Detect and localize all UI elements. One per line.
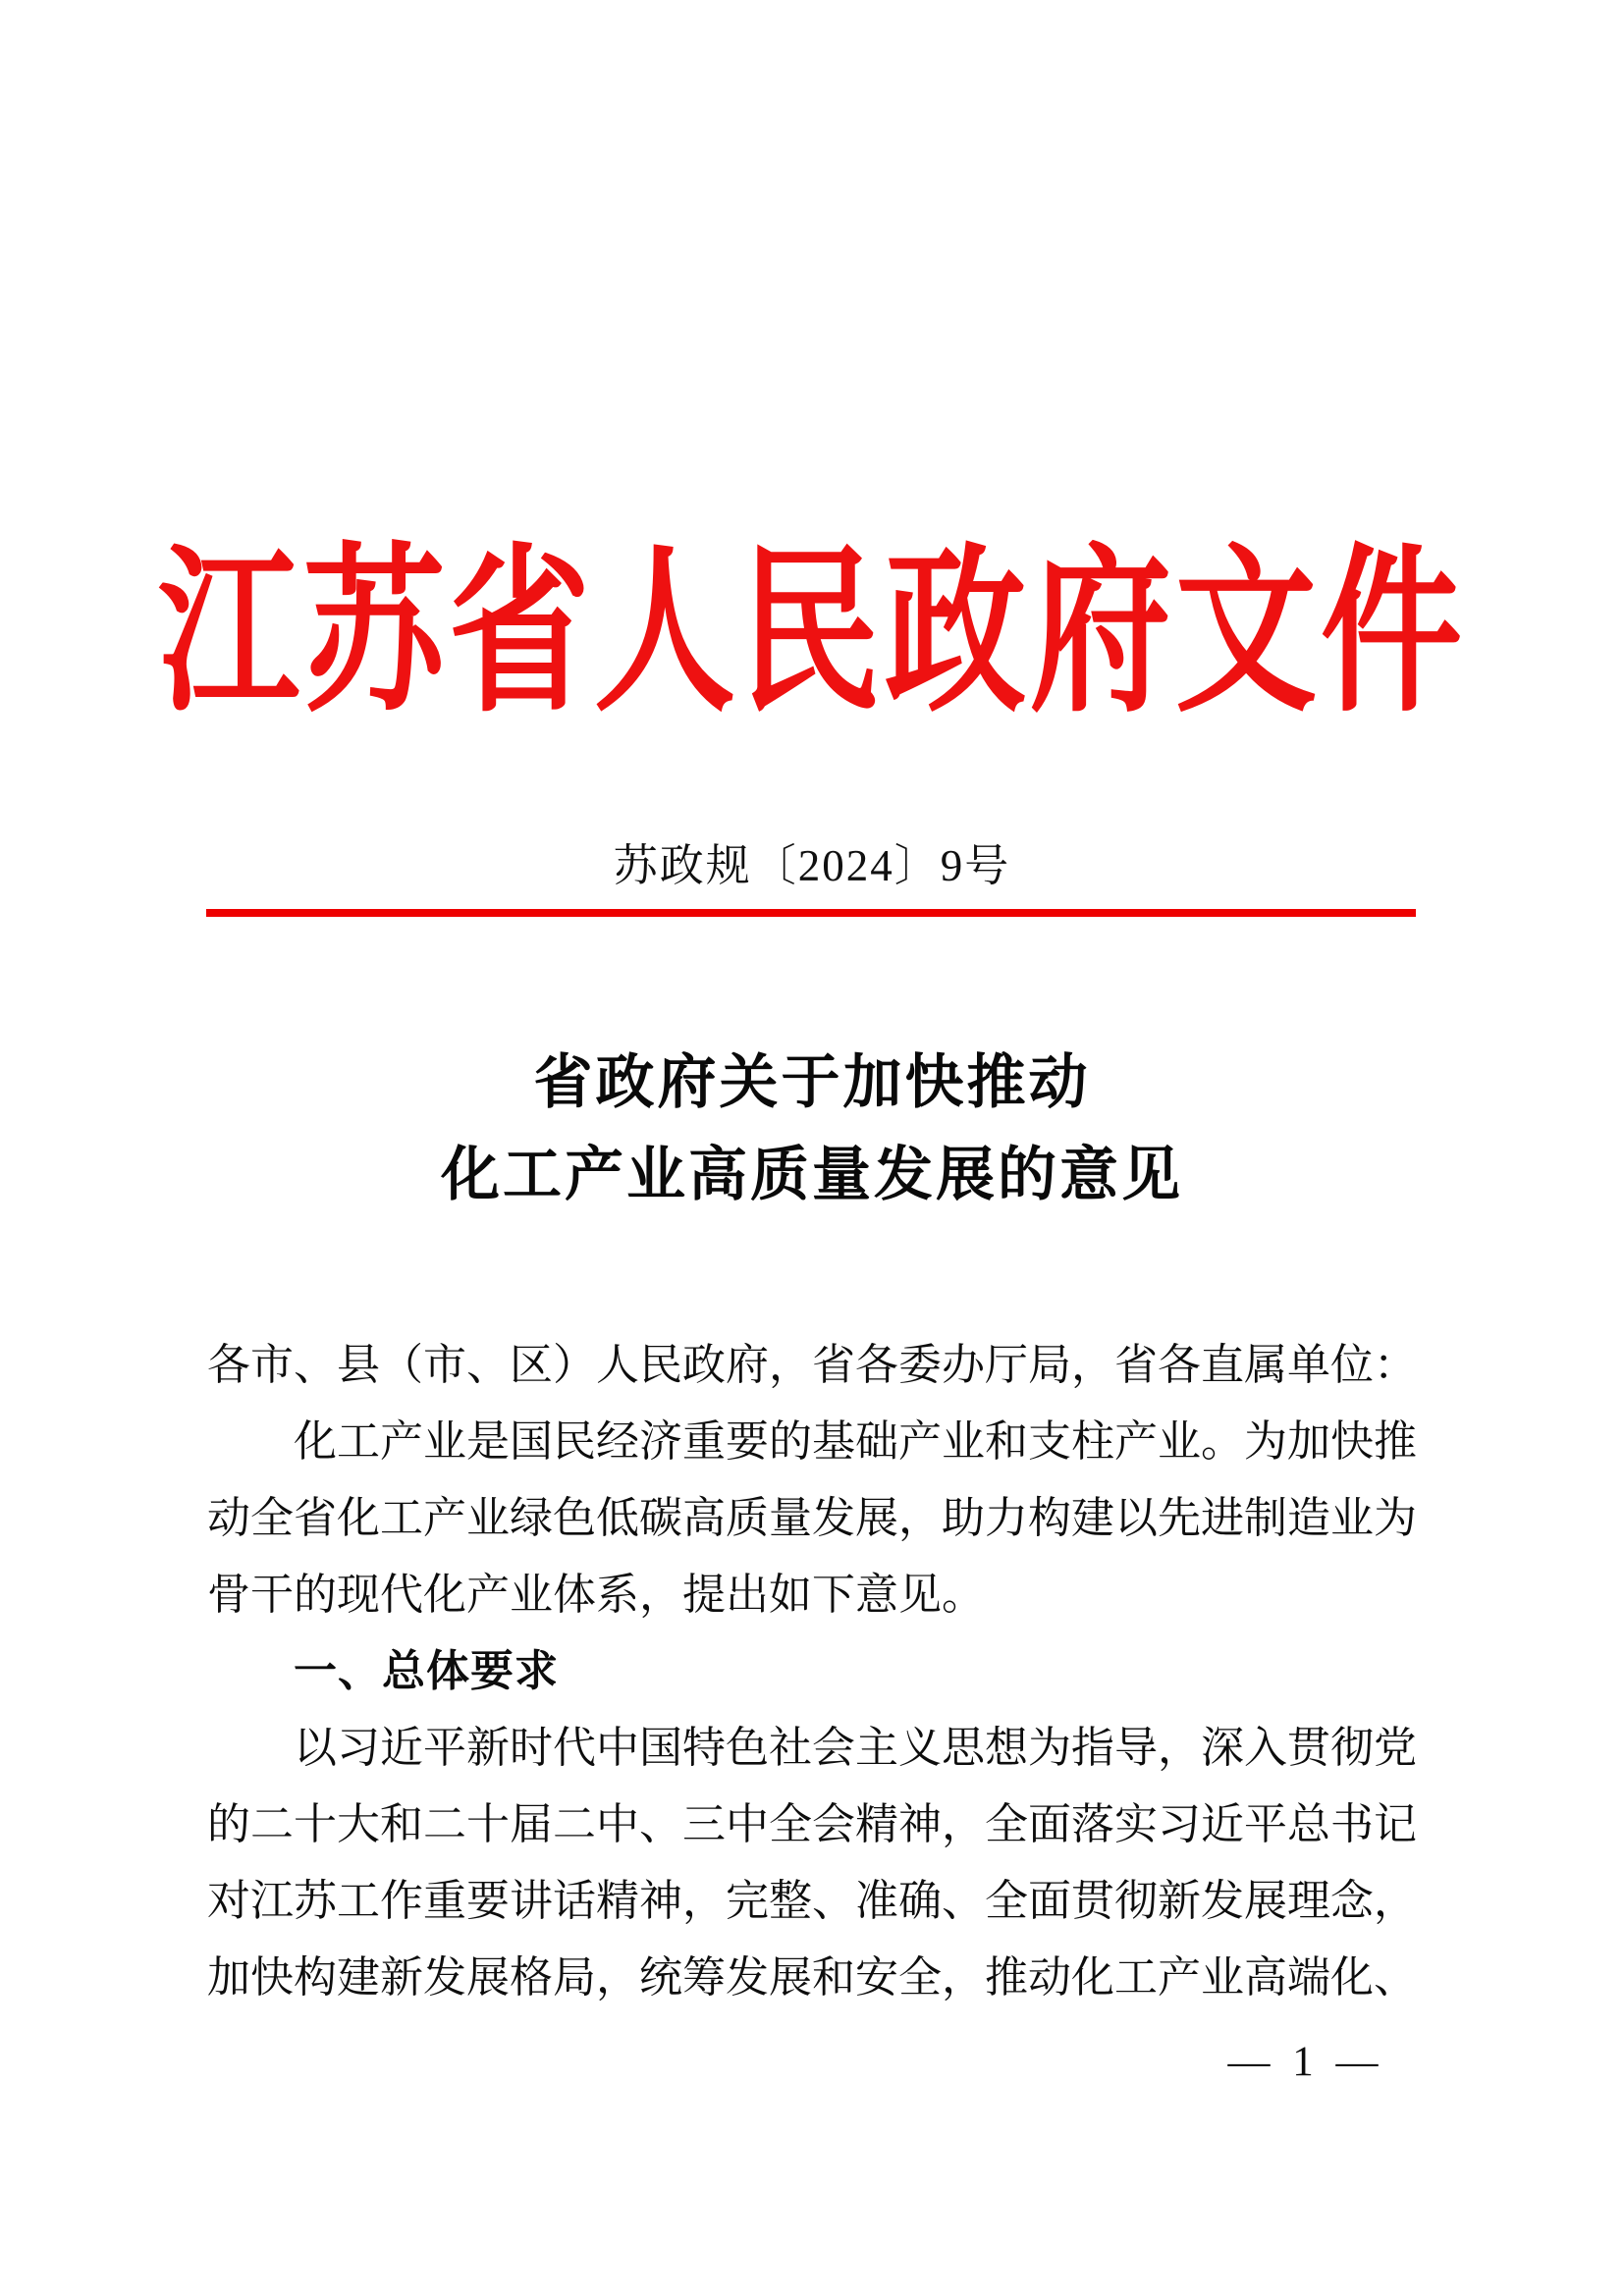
body-line: 的二十大和二十届二中、三中全会精神，全面落实习近平总书记 bbox=[207, 1800, 1417, 1848]
body-line: 加快构建新发展格局，统筹发展和安全，推动化工产业高端化、 bbox=[207, 1953, 1417, 2002]
body-line: 化工产业是国民经济重要的基础产业和支柱产业。为加快推 bbox=[294, 1417, 1417, 1466]
document-title bbox=[0, 1037, 1624, 1221]
red-divider-line bbox=[206, 909, 1416, 917]
document-title-line1: 省政府关于加快推动 bbox=[533, 1050, 1091, 1115]
body-line: 以习近平新时代中国特色社会主义思想为指导，深入贯彻党 bbox=[294, 1724, 1417, 1772]
page-number: — 1 — bbox=[1227, 2039, 1384, 2085]
document-body bbox=[207, 1327, 1417, 2016]
document-title-line2: 化工产业高质量发展的意见 bbox=[441, 1143, 1183, 1207]
document-number: 苏政规〔2024〕9号 bbox=[613, 841, 1011, 890]
government-letterhead-title: 江苏省人民政府文件 bbox=[157, 535, 1466, 734]
body-line: 动全省化工产业绿色低碳高质量发展，助力构建以先进制造业为 bbox=[207, 1494, 1417, 1542]
section-heading: 一、总体要求 bbox=[294, 1647, 559, 1695]
salutation-line: 各市、县（市、区）人民政府，省各委办厅局，省各直属单位： bbox=[207, 1341, 1417, 1389]
body-line: 骨干的现代化产业体系，提出如下意见。 bbox=[207, 1571, 985, 1619]
body-line: 对江苏工作重要讲话精神，完整、准确、全面贯彻新发展理念， bbox=[207, 1877, 1417, 1925]
